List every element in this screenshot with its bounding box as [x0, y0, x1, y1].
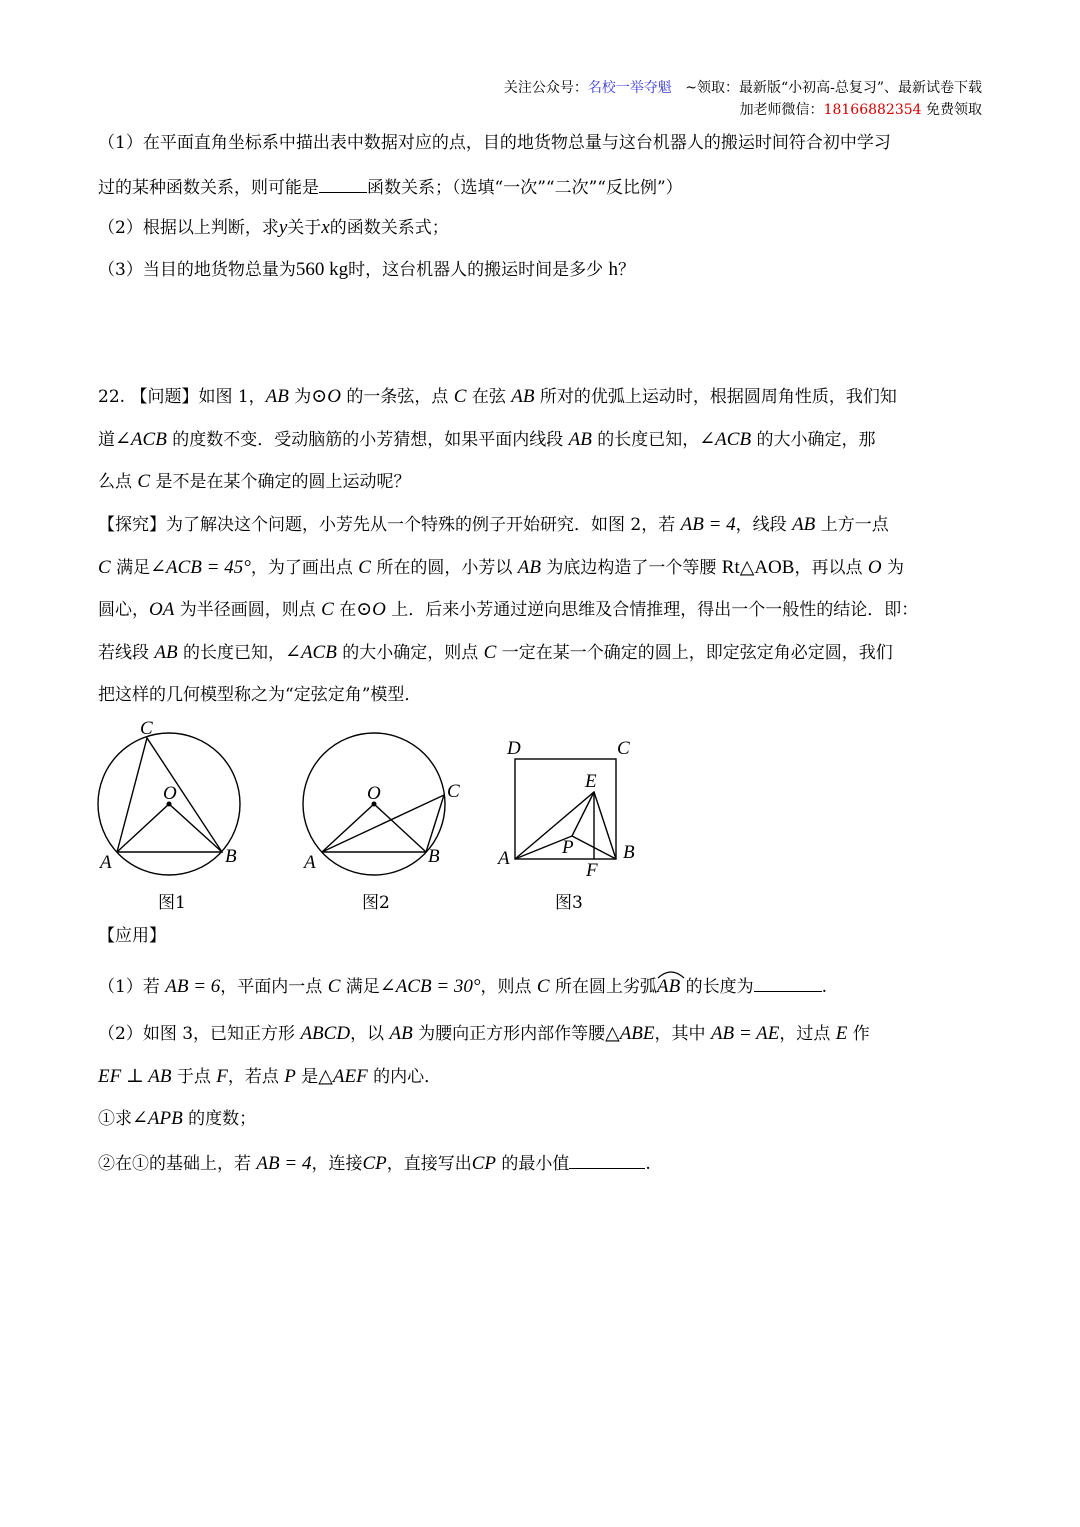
q22-line3: 么点 C 是不是在某个确定的圆上运动呢？: [98, 471, 411, 492]
fig3-label-f: F: [586, 860, 598, 881]
header-suffix-2: 免费领取: [926, 102, 982, 118]
fig2-label-a: A: [304, 852, 316, 873]
fig1-label-o: O: [163, 783, 177, 804]
header-suffix: ~领取：最新版“小初高-总复习”、最新试卷下载: [685, 80, 982, 96]
fig3-label-a: A: [498, 848, 510, 869]
application-heading: 【应用】: [98, 926, 166, 946]
q22-line6: 圆心，OA 为半径画圆，则点 C 在⊙O 上．后来小芳通过逆向思维及合情推理，得出一个一般性的结论．即：: [98, 599, 919, 620]
q21-part1-line1: （1）在平面直角坐标系中描出表中数据对应的点，目的地货物总量与这台机器人的搬运时间符合初中学习: [98, 133, 891, 153]
fig2-caption: 图2: [362, 893, 390, 913]
fig1-label-b: B: [225, 846, 237, 867]
fig2-label-o: O: [367, 783, 381, 804]
app-sub1: ①求∠APB 的度数；: [98, 1108, 257, 1129]
fig3-label-b: B: [623, 842, 635, 863]
fig3-caption: 图3: [555, 893, 583, 913]
q22-line4: 【探究】为了解决这个问题，小芳先从一个特殊的例子开始研究．如图 2，若 AB = 4，线段 AB 上方一点: [98, 514, 889, 535]
account-name-link[interactable]: 名校一举夺魁: [587, 80, 672, 96]
answer-blank-cp: [569, 1150, 645, 1169]
fig1-label-a: A: [100, 852, 112, 873]
answer-blank-arc: [754, 973, 822, 992]
fig3-label-e: E: [585, 771, 597, 792]
q21-part2: （2）根据以上判断，求y关于x的函数关系式；: [98, 217, 449, 238]
q22-line2: 道∠ACB 的度数不变．受动脑筋的小芳猜想，如果平面内线段 AB 的长度已知，∠ACB 的大小确定，那: [98, 429, 876, 450]
q22-line1: 22. 【问题】如图 1，AB 为⊙O 的一条弦，点 C 在弦 AB 所对的优弧上运动时，根据圆周角性质，我们知: [98, 386, 897, 407]
app-part2-line1: （2）如图 3，已知正方形 ABCD，以 AB 为腰向正方形内部作等腰△ABE，其中 AB = AE，过点 E 作: [98, 1023, 870, 1044]
fig2-label-b: B: [428, 846, 440, 867]
q22-line5: C 满足∠ACB = 45°，为了画出点 C 所在的圆，小芳以 AB 为底边构造了一个等腰 Rt△AOB，再以点 O 为: [98, 557, 904, 578]
header-prefix-2: 加老师微信：: [739, 102, 824, 118]
fig2-label-c: C: [447, 781, 460, 802]
phone-number: 18166882354: [823, 102, 922, 118]
q21-part1-line2: 过的某种函数关系，则可能是 函数关系；（选填“一次”“二次”“反比例”）: [98, 174, 683, 200]
fig2-triangle-acb: [322, 795, 444, 852]
arc-symbol-icon: [657, 969, 685, 979]
q21-part3: （3）当目的地货物总量为560 kg时，这台机器人的搬运时间是多少 h？: [98, 259, 635, 280]
app-part1: （1）若 AB = 6，平面内一点 C 满足∠ACB = 30°，则点 C 所在圆上劣弧 AB 的长度为 .: [98, 973, 827, 999]
app-sub2: ②在①的基础上，若 AB = 4，连接CP，直接写出CP 的最小值 .: [98, 1150, 651, 1176]
q22-line8: 把这样的几何模型称之为“定弦定角”模型．: [98, 685, 422, 705]
fig1-caption: 图1: [158, 893, 186, 913]
fig1-label-c: C: [140, 718, 153, 739]
minor-arc-ab: AB: [657, 975, 680, 999]
fig3-label-p: P: [562, 837, 574, 858]
header-prefix: 关注公众号：: [503, 80, 588, 96]
q22-line7: 若线段 AB 的长度已知，∠ACB 的大小确定，则点 C 一定在某一个确定的圆上，即定弦定角必定圆，我们: [98, 642, 893, 663]
fig3-label-d: D: [507, 738, 521, 759]
fig3-label-c: C: [617, 738, 630, 759]
app-part2-line2: EF ⊥ AB 于点 F，若点 P 是△AEF 的内心．: [98, 1066, 442, 1087]
